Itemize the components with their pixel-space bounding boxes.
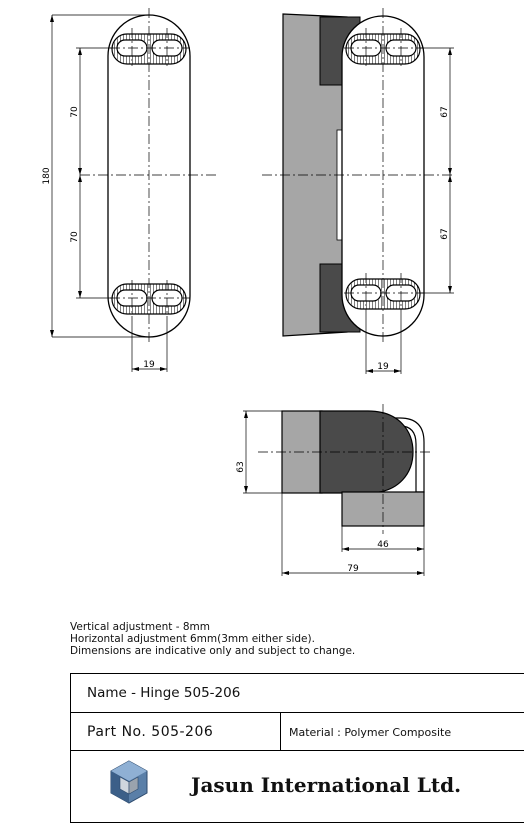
bottom-view: [236, 404, 432, 576]
note-horizontal-adjustment: Horizontal adjustment 6mm(3mm either side).: [70, 633, 315, 645]
note-dimensions-disclaimer: Dimensions are indicative only and subject to change.: [70, 645, 356, 657]
side-width-label: 19: [377, 362, 389, 372]
part-number: Part No. 505-206: [87, 724, 214, 740]
front-lower-span-label: 70: [70, 231, 80, 243]
note-vertical-adjustment: Vertical adjustment - 8mm: [70, 621, 210, 633]
side-lower-span-label: 67: [440, 228, 450, 240]
company-logo-icon: [109, 760, 149, 804]
material: Material : Polymer Composite: [289, 726, 452, 739]
product-name: Name - Hinge 505-206: [87, 685, 241, 701]
front-overall-height-label: 180: [42, 167, 52, 185]
title-row-part: [71, 713, 524, 751]
front-upper-span-label: 70: [70, 106, 80, 118]
title-row-name: [71, 674, 524, 713]
company-name: Jasun International Ltd.: [191, 773, 462, 797]
notes: [70, 621, 510, 657]
bottom-height-label: 63: [236, 461, 246, 473]
side-upper-span-label: 67: [440, 106, 450, 118]
side-view: [262, 8, 455, 374]
bottom-overall-width-label: 79: [347, 564, 359, 574]
title-block: [70, 673, 524, 823]
bottom-inner-width-label: 46: [377, 540, 389, 550]
front-width-label: 19: [143, 360, 155, 370]
part-number-cell: [71, 713, 281, 750]
front-view: [42, 8, 216, 372]
